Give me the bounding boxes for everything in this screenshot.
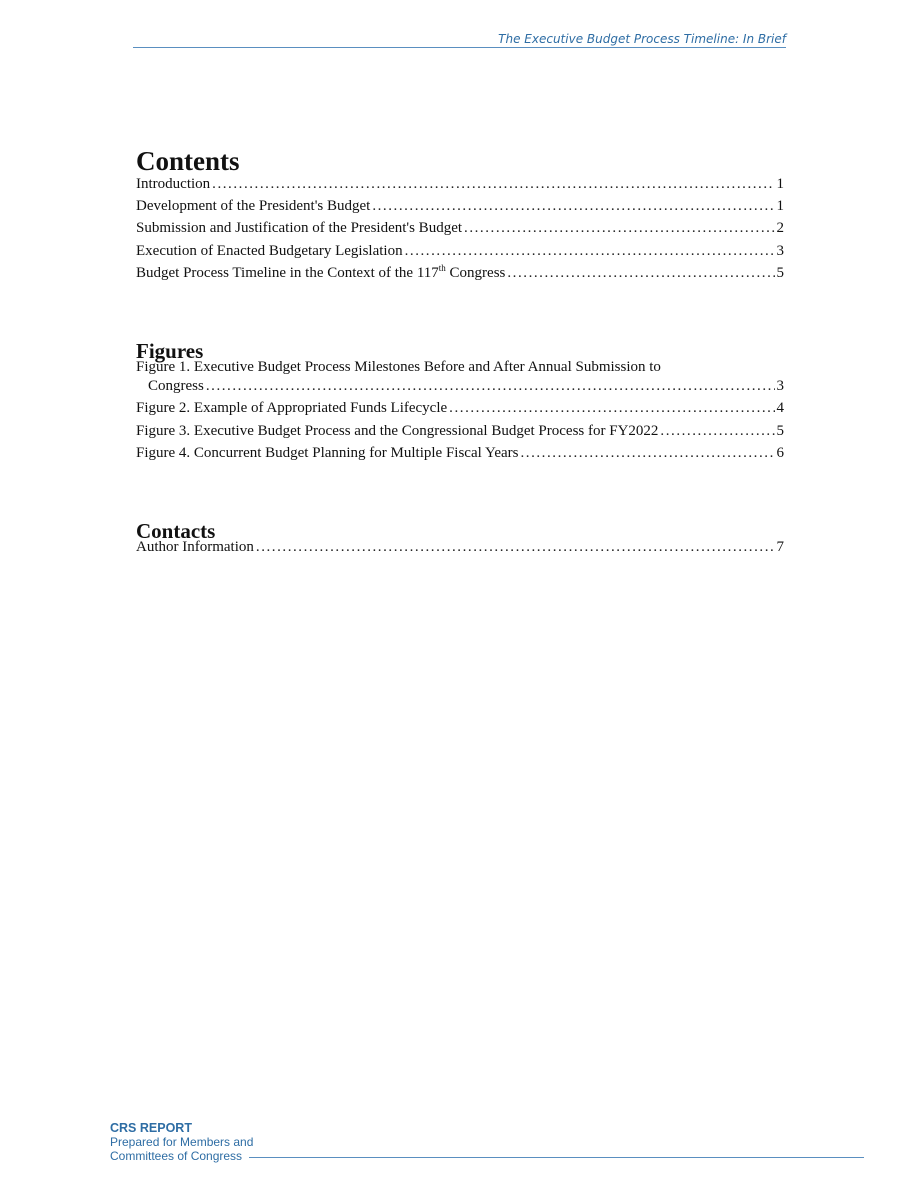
figures-heading: Figures xyxy=(136,339,204,364)
toc-entry-page: 1 xyxy=(776,198,784,214)
toc-entry[interactable] xyxy=(136,242,784,261)
toc-entry-page: 1 xyxy=(776,176,784,192)
contents-heading: Contents xyxy=(136,146,240,177)
figure-entry-page: 5 xyxy=(776,423,784,439)
contact-entry-page: 7 xyxy=(776,539,784,555)
dot-leader xyxy=(206,377,775,396)
dot-leader xyxy=(372,197,774,216)
figure-entry-label: Figure 3. Executive Budget Process and the Congressional Budget Process for FY2022 xyxy=(136,423,659,439)
figure-entry-page: 6 xyxy=(776,445,784,461)
label-text: Congress xyxy=(445,265,506,281)
figure-entry-label: Congress xyxy=(148,378,204,394)
dot-leader xyxy=(507,264,774,283)
dot-leader xyxy=(520,444,774,463)
running-header xyxy=(133,32,786,48)
footer-rule xyxy=(249,1157,864,1158)
figure-entry[interactable] xyxy=(136,444,784,463)
toc-entry[interactable] xyxy=(136,197,784,216)
contacts-heading: Contacts xyxy=(136,519,216,544)
footer-line3: Committees of Congress xyxy=(110,1149,243,1163)
dot-leader xyxy=(405,242,775,261)
toc-entry[interactable] xyxy=(136,219,784,238)
label-text: Budget Process Timeline in the Context of the 117 xyxy=(136,265,439,281)
footer-line1: CRS REPORT xyxy=(110,1121,192,1135)
figure-entry-page: 4 xyxy=(776,400,784,416)
toc-entry-page: 3 xyxy=(776,243,784,259)
figure-entry-page: 3 xyxy=(776,378,784,394)
contact-entry-label: Author Information xyxy=(136,539,254,555)
footer-line2: Prepared for Members and xyxy=(110,1135,254,1149)
dot-leader xyxy=(464,219,774,238)
toc-entry-label xyxy=(136,264,505,283)
figure-entry-label: Figure 4. Concurrent Budget Planning for Multiple Fiscal Years xyxy=(136,445,519,461)
toc-entry[interactable] xyxy=(136,264,784,283)
dot-leader xyxy=(449,399,774,418)
running-header-title: The Executive Budget Process Timeline: In Brief xyxy=(498,32,786,46)
figure-entry[interactable] xyxy=(136,399,784,418)
toc-entry-label: Execution of Enacted Budgetary Legislation xyxy=(136,243,403,259)
dot-leader xyxy=(212,175,774,194)
toc-entry-page: 2 xyxy=(776,220,784,236)
toc-entry[interactable] xyxy=(136,175,784,194)
toc-entry-label: Development of the President's Budget xyxy=(136,198,371,214)
crs-report-logo xyxy=(110,1121,253,1163)
toc-entry-label: Submission and Justification of the President's Budget xyxy=(136,220,463,236)
dot-leader xyxy=(660,422,774,441)
figure-entry-label: Figure 2. Example of Appropriated Funds Lifecycle xyxy=(136,400,448,416)
ordinal-suffix: th xyxy=(438,263,446,273)
figure-entry[interactable] xyxy=(136,377,784,396)
toc-entry-page: 5 xyxy=(776,265,784,281)
dot-leader xyxy=(256,538,775,557)
figure-entry-line1[interactable]: Figure 1. Executive Budget Process Milestones Before and After Annual Submission to xyxy=(136,359,661,375)
figure-entry[interactable] xyxy=(136,422,784,441)
toc-entry-label: Introduction xyxy=(136,176,211,192)
contact-entry[interactable] xyxy=(136,538,784,557)
